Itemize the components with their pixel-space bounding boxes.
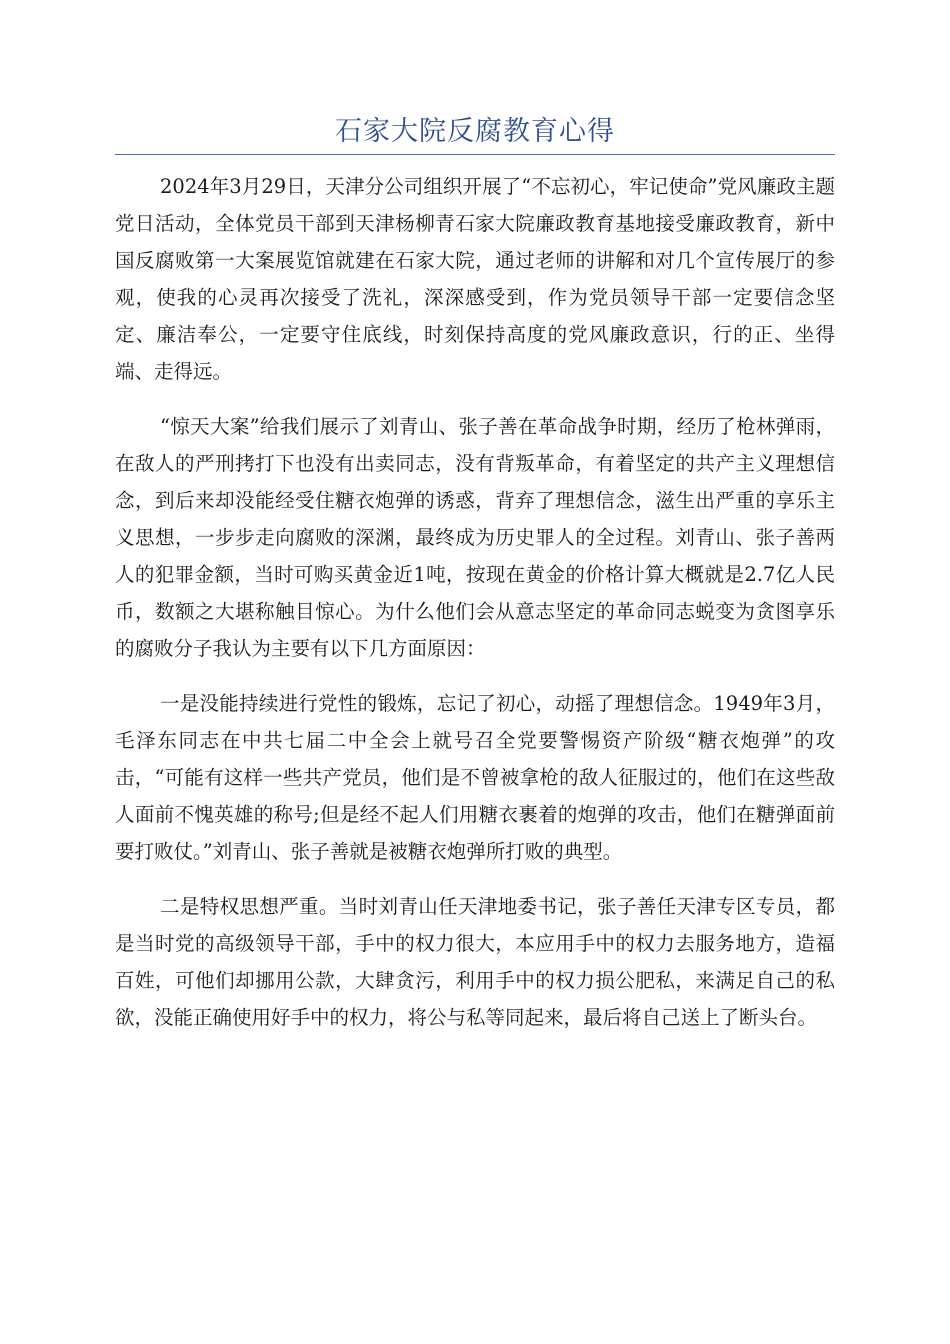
paragraph-2: “惊天大案”给我们展示了刘青山、张子善在革命战争时期，经历了枪林弹雨，在敌人的严刑拷打下也没有出卖同志，没有背叛革命，有着坚定的共产主义理想信念，到后来却没能经受住糖衣炮弹的诱惑，背弃了理想信念，滋生出严重的享乐主义思想，一步步走向腐败的深渊，最终成为历史罪人的全过程。刘青山、张子善两人的犯罪金额，当时可购买黄金近1吨，按现在黄金的价格计算大概就是2.7亿人民币，数额之大堪称触目惊心。为什么他们会从意志坚定的革命同志蜕变为贪图享乐的腐败分子我认为主要有以下几方面原因： (115, 415, 835, 660)
document-title: 石家大院反腐教育心得 (335, 116, 615, 147)
paragraph-1: 2024年3月29日，天津分公司组织开展了“不忘初心，牢记使命”党风廉政主题党日活动，全体党员干部到天津杨柳青石家大院廉政教育基地接受廉政教育，新中国反腐败第一大案展览馆就建在石家大院，通过老师的讲解和对几个宣传展厅的参观，使我的心灵再次接受了洗礼，深深感受到，作为党员领导干部一定要信念坚定、廉洁奉公，一定要守住底线，时刻保持高度的党风廉政意识，行的正、坐得端、走得远。 (115, 175, 835, 383)
document-body (115, 168, 835, 1054)
paragraph-3: 一是没能持续进行党性的锻炼，忘记了初心，动摇了理想信念。1949年3月，毛泽东同志在中共七届二中全会上就号召全党要警惕资产阶级“糖衣炮弹”的攻击，“可能有这样一些共产党员，他们是不曾被拿枪的敌人征服过的，他们在这些敌人面前不愧英雄的称号;但是经不起人们用糖衣裹着的炮弹的攻击，他们在糖弹面前要打败仗。”刘青山、张子善就是被糖衣炮弹所打败的典型。 (115, 692, 835, 863)
paragraph-4: 二是特权思想严重。当时刘青山任天津地委书记，张子善任天津专区专员，都是当时党的高级领导干部，手中的权力很大，本应用手中的权力去服务地方，造福百姓，可他们却挪用公款，大肆贪污，利用手中的权力损公肥私，来满足自己的私欲，没能正确使用好手中的权力，将公与私等同起来，最后将自己送上了断头台。 (115, 895, 835, 1029)
title-underline (115, 154, 835, 155)
